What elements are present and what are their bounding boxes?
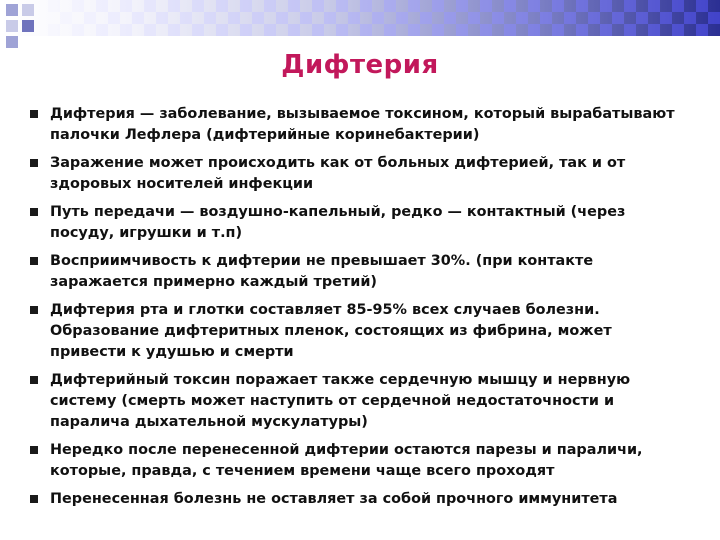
checker-square (372, 12, 384, 24)
checker-square (600, 0, 612, 12)
checker-square (384, 24, 396, 36)
list-item (30, 251, 690, 293)
checker-square (144, 24, 156, 36)
checker-square (264, 0, 276, 12)
checker-square (540, 12, 552, 24)
checker-square (432, 0, 444, 12)
square-bullet-icon (30, 257, 38, 265)
checker-square (504, 0, 516, 12)
checker-square (420, 12, 432, 24)
checker-square (312, 24, 324, 36)
checker-square (300, 12, 312, 24)
checker-square (168, 0, 180, 12)
square-bullet-icon (30, 306, 38, 314)
checker-square (468, 12, 480, 24)
checker-square (276, 12, 288, 24)
checker-square (156, 12, 168, 24)
square-bullet-icon (30, 208, 38, 216)
checker-square (360, 24, 372, 36)
checker-square (252, 12, 264, 24)
checker-square (516, 12, 528, 24)
bullet-list (30, 104, 690, 517)
checker-square (72, 24, 84, 36)
checker-square (324, 12, 336, 24)
checker-square (696, 0, 708, 12)
checker-square (240, 24, 252, 36)
checker-square (612, 12, 624, 24)
slide-title: Дифтерия (281, 50, 439, 80)
checker-square (120, 24, 132, 36)
list-item (30, 489, 690, 510)
checker-square (192, 0, 204, 12)
list-item (30, 153, 690, 195)
checker-square (108, 12, 120, 24)
square-bullet-icon (30, 495, 38, 503)
header-checker-pattern (0, 0, 720, 36)
list-item-text: Дифтерия — заболевание, вызываемое токсином, который вырабатывают палочки Лефлера (дифтерийные коринебактерии) (50, 106, 675, 143)
checker-square (264, 24, 276, 36)
list-item-text: Путь передачи — воздушно-капельный, редко — контактный (через посуду, игрушки и т.п) (50, 204, 626, 241)
list-item (30, 300, 690, 363)
checker-square (672, 0, 684, 12)
list-item (30, 370, 690, 433)
checker-square (492, 12, 504, 24)
checker-square (648, 24, 660, 36)
checker-square (600, 24, 612, 36)
list-item-text: Дифтерия рта и глотки составляет 85-95% всех случаев болезни. Образование дифтеритных пленок, состоящих из фибрина, может привести к удушью и смерти (50, 302, 612, 360)
checker-square (336, 24, 348, 36)
checker-square (564, 12, 576, 24)
checker-square (636, 12, 648, 24)
checker-square (660, 12, 672, 24)
checker-square (120, 0, 132, 12)
checker-square (132, 12, 144, 24)
list-item-text: Нередко после перенесенной дифтерии остаются парезы и параличи, которые, правда, с течением времени чаще всего проходят (50, 442, 643, 479)
checker-square (408, 24, 420, 36)
checker-square (288, 24, 300, 36)
checker-square (204, 12, 216, 24)
checker-square (84, 12, 96, 24)
checker-square (72, 0, 84, 12)
checker-square (192, 24, 204, 36)
checker-square (648, 0, 660, 12)
checker-square (168, 24, 180, 36)
checker-square (456, 24, 468, 36)
checker-square (588, 12, 600, 24)
list-item-text: Заражение может происходить как от больных дифтерией, так и от здоровых носителей инфекции (50, 155, 626, 192)
checker-square (672, 24, 684, 36)
checker-square (396, 12, 408, 24)
checker-square (624, 0, 636, 12)
checker-square (552, 0, 564, 12)
checker-square (696, 24, 708, 36)
checker-square (432, 24, 444, 36)
checker-square (708, 12, 720, 24)
square-bullet-icon (30, 110, 38, 118)
checker-square (60, 12, 72, 24)
checker-square (528, 24, 540, 36)
checker-square (576, 0, 588, 12)
list-item (30, 202, 690, 244)
checker-square (288, 0, 300, 12)
checker-square (348, 12, 360, 24)
checker-square (384, 0, 396, 12)
checker-square (480, 24, 492, 36)
checker-square (480, 0, 492, 12)
checker-square (96, 24, 108, 36)
checker-square (216, 0, 228, 12)
checker-square (576, 24, 588, 36)
checker-square (228, 12, 240, 24)
square-bullet-icon (30, 159, 38, 167)
checker-square (684, 12, 696, 24)
list-item-text: Перенесенная болезнь не оставляет за собой прочного иммунитета (50, 491, 618, 507)
list-item (30, 440, 690, 482)
checker-square (240, 0, 252, 12)
square-bullet-icon (30, 376, 38, 384)
checker-square (456, 0, 468, 12)
checker-square (504, 24, 516, 36)
checker-square (144, 0, 156, 12)
checker-square (216, 24, 228, 36)
checker-square (312, 0, 324, 12)
list-item (30, 104, 690, 146)
checker-square (336, 0, 348, 12)
checker-square (624, 24, 636, 36)
checker-square (408, 0, 420, 12)
list-item-text: Восприимчивость к дифтерии не превышает 30%. (при контакте заражается примерно каждый третий) (50, 253, 594, 290)
checker-square (96, 0, 108, 12)
checker-square (528, 0, 540, 12)
checker-square (444, 12, 456, 24)
list-item-text: Дифтерийный токсин поражает также сердечную мышцу и нервную систему (смерть может наступить от сердечной недостаточности и паралича дыхательной мускулатуры) (50, 372, 631, 430)
checker-square (180, 12, 192, 24)
checker-square (360, 0, 372, 12)
checker-square (552, 24, 564, 36)
square-bullet-icon (30, 446, 38, 454)
